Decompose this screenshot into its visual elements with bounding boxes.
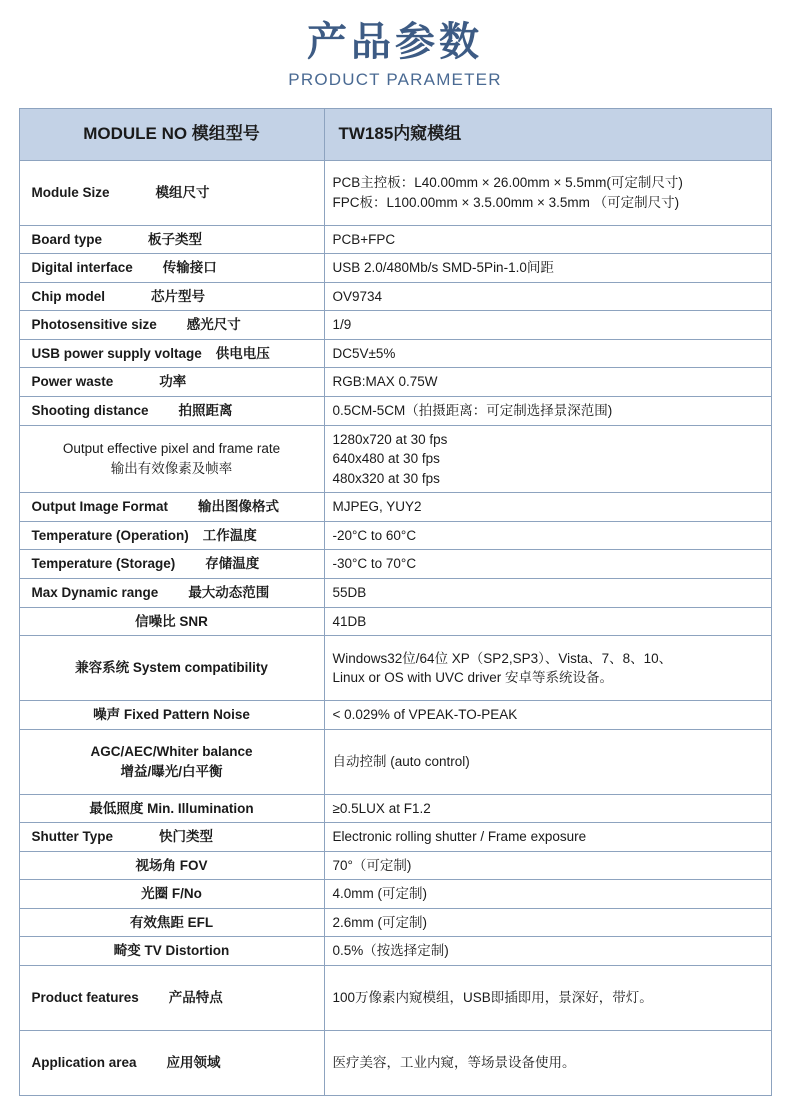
row-value-line: PCB主控板：L40.00mm × 26.00mm × 5.5mm(可定制尺寸) bbox=[332, 175, 683, 191]
row-value-line: OV9734 bbox=[332, 288, 383, 304]
row-label-en: Shooting distance bbox=[31, 403, 149, 419]
table-row bbox=[19, 908, 771, 937]
row-value bbox=[324, 397, 771, 426]
row-value-line: Linux or OS with UVC driver 安卓等系统设备。 bbox=[332, 670, 614, 686]
row-value bbox=[324, 823, 771, 852]
row-value bbox=[324, 937, 771, 966]
row-label-en: Board type bbox=[31, 231, 103, 247]
row-label-cn: 感光尺寸 bbox=[186, 317, 241, 333]
row-label bbox=[19, 311, 324, 340]
row-label-cn: 供电电压 bbox=[215, 345, 270, 361]
row-label bbox=[19, 368, 324, 397]
row-label-en: Temperature (Operation) bbox=[31, 527, 189, 543]
table-row bbox=[19, 636, 771, 701]
row-value bbox=[324, 550, 771, 579]
row-value bbox=[324, 425, 771, 493]
table-row bbox=[19, 851, 771, 880]
row-value-line: 100万像素内窥模组，USB即插即用，景深好，带灯。 bbox=[332, 990, 653, 1006]
table-row bbox=[19, 880, 771, 909]
row-value bbox=[324, 794, 771, 823]
row-value bbox=[324, 282, 771, 311]
row-label-en: Product features bbox=[31, 990, 139, 1006]
row-label-cn: 输出有效像素及帧率 bbox=[110, 460, 233, 476]
row-value bbox=[324, 908, 771, 937]
table-header-row bbox=[19, 109, 771, 161]
row-value bbox=[324, 160, 771, 225]
table-row bbox=[19, 937, 771, 966]
row-value bbox=[324, 225, 771, 254]
row-value-line: -30°C to 70°C bbox=[332, 556, 417, 572]
row-label-en: Temperature (Storage) bbox=[31, 556, 176, 572]
row-label bbox=[19, 282, 324, 311]
row-value bbox=[324, 578, 771, 607]
row-label bbox=[19, 493, 324, 522]
row-value-line: MJPEG, YUY2 bbox=[332, 499, 422, 515]
table-row bbox=[19, 160, 771, 225]
row-value bbox=[324, 1031, 771, 1096]
row-value-line: 480x320 at 30 fps bbox=[332, 470, 440, 486]
table-row bbox=[19, 1031, 771, 1096]
row-label-cn: 功率 bbox=[159, 374, 187, 390]
row-label: 光圈 F/No bbox=[19, 880, 324, 909]
row-value bbox=[324, 521, 771, 550]
row-label bbox=[19, 578, 324, 607]
row-label bbox=[19, 397, 324, 426]
table-row bbox=[19, 282, 771, 311]
spec-table bbox=[19, 108, 772, 1096]
row-label bbox=[19, 729, 324, 794]
row-value-line: Electronic rolling shutter / Frame exposure bbox=[332, 829, 587, 845]
row-value bbox=[324, 311, 771, 340]
row-label-en: Shutter Type bbox=[31, 829, 114, 845]
row-label-cn: 传输接口 bbox=[162, 260, 217, 276]
table-row bbox=[19, 823, 771, 852]
row-value-line: 4.0mm (可定制) bbox=[332, 886, 427, 902]
row-value-line: 70°（可定制) bbox=[332, 857, 412, 873]
row-label: 最低照度 Min. Illumination bbox=[19, 794, 324, 823]
row-value-line: ≥0.5LUX at F1.2 bbox=[332, 800, 431, 816]
row-label bbox=[19, 425, 324, 493]
row-value bbox=[324, 339, 771, 368]
row-value-line: PCB+FPC bbox=[332, 231, 396, 247]
row-value bbox=[324, 851, 771, 880]
row-value-line: DC5V±5% bbox=[332, 345, 396, 361]
row-label-en: Output effective pixel and frame rate bbox=[62, 441, 281, 457]
row-label-cn: 工作温度 bbox=[202, 527, 257, 543]
row-label-cn: 芯片型号 bbox=[151, 288, 205, 304]
row-value bbox=[324, 368, 771, 397]
row-label bbox=[19, 521, 324, 550]
row-label bbox=[19, 1031, 324, 1096]
row-value-line: -20°C to 60°C bbox=[332, 527, 417, 543]
row-label: 有效焦距 EFL bbox=[19, 908, 324, 937]
row-label bbox=[19, 225, 324, 254]
row-label-cn: 存储温度 bbox=[205, 556, 260, 572]
row-label-en: Power waste bbox=[31, 374, 114, 390]
table-row bbox=[19, 254, 771, 283]
row-label-en: Application area bbox=[31, 1055, 137, 1071]
row-label-cn: 输出图像格式 bbox=[198, 499, 280, 515]
row-value bbox=[324, 701, 771, 730]
row-label-en: USB power supply voltage bbox=[31, 345, 202, 361]
row-label-en: Chip model bbox=[31, 288, 105, 304]
table-row bbox=[19, 729, 771, 794]
row-label-cn: 板子类型 bbox=[148, 231, 203, 247]
row-label-en: Module Size bbox=[31, 184, 110, 200]
page-header bbox=[0, 0, 790, 90]
table-row bbox=[19, 339, 771, 368]
page-title-en: PRODUCT PARAMETER bbox=[288, 70, 502, 89]
row-value bbox=[324, 729, 771, 794]
row-label: 兼容系统 System compatibility bbox=[19, 636, 324, 701]
table-row bbox=[19, 578, 771, 607]
row-value-line: USB 2.0/480Mb/s SMD-5Pin-1.0间距 bbox=[332, 260, 554, 276]
page-title-cn: 产品参数 bbox=[307, 20, 483, 64]
row-label-cn: 应用领域 bbox=[166, 1055, 221, 1071]
row-value bbox=[324, 966, 771, 1031]
row-label-en: Digital interface bbox=[31, 260, 133, 276]
row-value-line: 2.6mm (可定制) bbox=[332, 914, 427, 930]
row-value-line: 自动控制 (auto control) bbox=[332, 753, 470, 769]
row-value-line: 55DB bbox=[332, 584, 367, 600]
row-label bbox=[19, 339, 324, 368]
table-row bbox=[19, 794, 771, 823]
table-row bbox=[19, 607, 771, 636]
row-value bbox=[324, 493, 771, 522]
row-value-line: 1/9 bbox=[332, 317, 352, 333]
table-row bbox=[19, 397, 771, 426]
row-label-en: AGC/AEC/Whiter balance bbox=[90, 744, 253, 760]
row-label bbox=[19, 160, 324, 225]
row-label-cn: 最大动态范围 bbox=[188, 584, 270, 600]
table-row bbox=[19, 521, 771, 550]
row-value-line: 640x480 at 30 fps bbox=[332, 451, 440, 467]
row-value-line: < 0.029% of VPEAK-TO-PEAK bbox=[332, 707, 518, 723]
row-value-line: Windows32位/64位 XP（SP2,SP3）、Vista、7、8、10、 bbox=[332, 650, 673, 666]
table-row bbox=[19, 368, 771, 397]
row-value bbox=[324, 636, 771, 701]
row-label-en: Max Dynamic range bbox=[31, 584, 159, 600]
row-value bbox=[324, 254, 771, 283]
row-label bbox=[19, 966, 324, 1031]
row-label bbox=[19, 254, 324, 283]
row-label-cn: 拍照距离 bbox=[178, 403, 233, 419]
table-row bbox=[19, 493, 771, 522]
row-label-cn: 产品特点 bbox=[168, 990, 223, 1006]
table-header-label: MODULE NO 模组型号 bbox=[19, 109, 324, 161]
row-value-line: RGB:MAX 0.75W bbox=[332, 374, 438, 390]
table-row bbox=[19, 311, 771, 340]
row-label-en: Photosensitive size bbox=[31, 317, 157, 333]
row-label-cn: 快门类型 bbox=[159, 829, 214, 845]
row-label: 视场角 FOV bbox=[19, 851, 324, 880]
row-value-line: 医疗美容，工业内窥，等场景设备使用。 bbox=[332, 1055, 576, 1071]
row-label bbox=[19, 550, 324, 579]
row-value-line: 41DB bbox=[332, 613, 367, 629]
table-row bbox=[19, 550, 771, 579]
row-value-line: 0.5CM-5CM（拍摄距离：可定制选择景深范围) bbox=[332, 403, 613, 419]
row-label-en: Output Image Format bbox=[31, 499, 169, 515]
table-row bbox=[19, 701, 771, 730]
row-value-line: 1280x720 at 30 fps bbox=[332, 431, 448, 447]
row-label: 信噪比 SNR bbox=[19, 607, 324, 636]
row-label-cn: 增益/曝光/白平衡 bbox=[120, 763, 223, 779]
row-label: 畸变 TV Distortion bbox=[19, 937, 324, 966]
row-label: 噪声 Fixed Pattern Noise bbox=[19, 701, 324, 730]
row-label-cn: 模组尺寸 bbox=[155, 184, 210, 200]
row-value bbox=[324, 880, 771, 909]
row-label bbox=[19, 823, 324, 852]
table-row bbox=[19, 966, 771, 1031]
table-row bbox=[19, 425, 771, 493]
table-header-value: TW185内窥模组 bbox=[324, 109, 771, 161]
row-value-line: FPC板：L100.00mm × 3.5.00mm × 3.5mm （可定制尺寸) bbox=[332, 194, 680, 210]
row-value bbox=[324, 607, 771, 636]
row-value-line: 0.5%（按选择定制) bbox=[332, 943, 449, 959]
table-row bbox=[19, 225, 771, 254]
